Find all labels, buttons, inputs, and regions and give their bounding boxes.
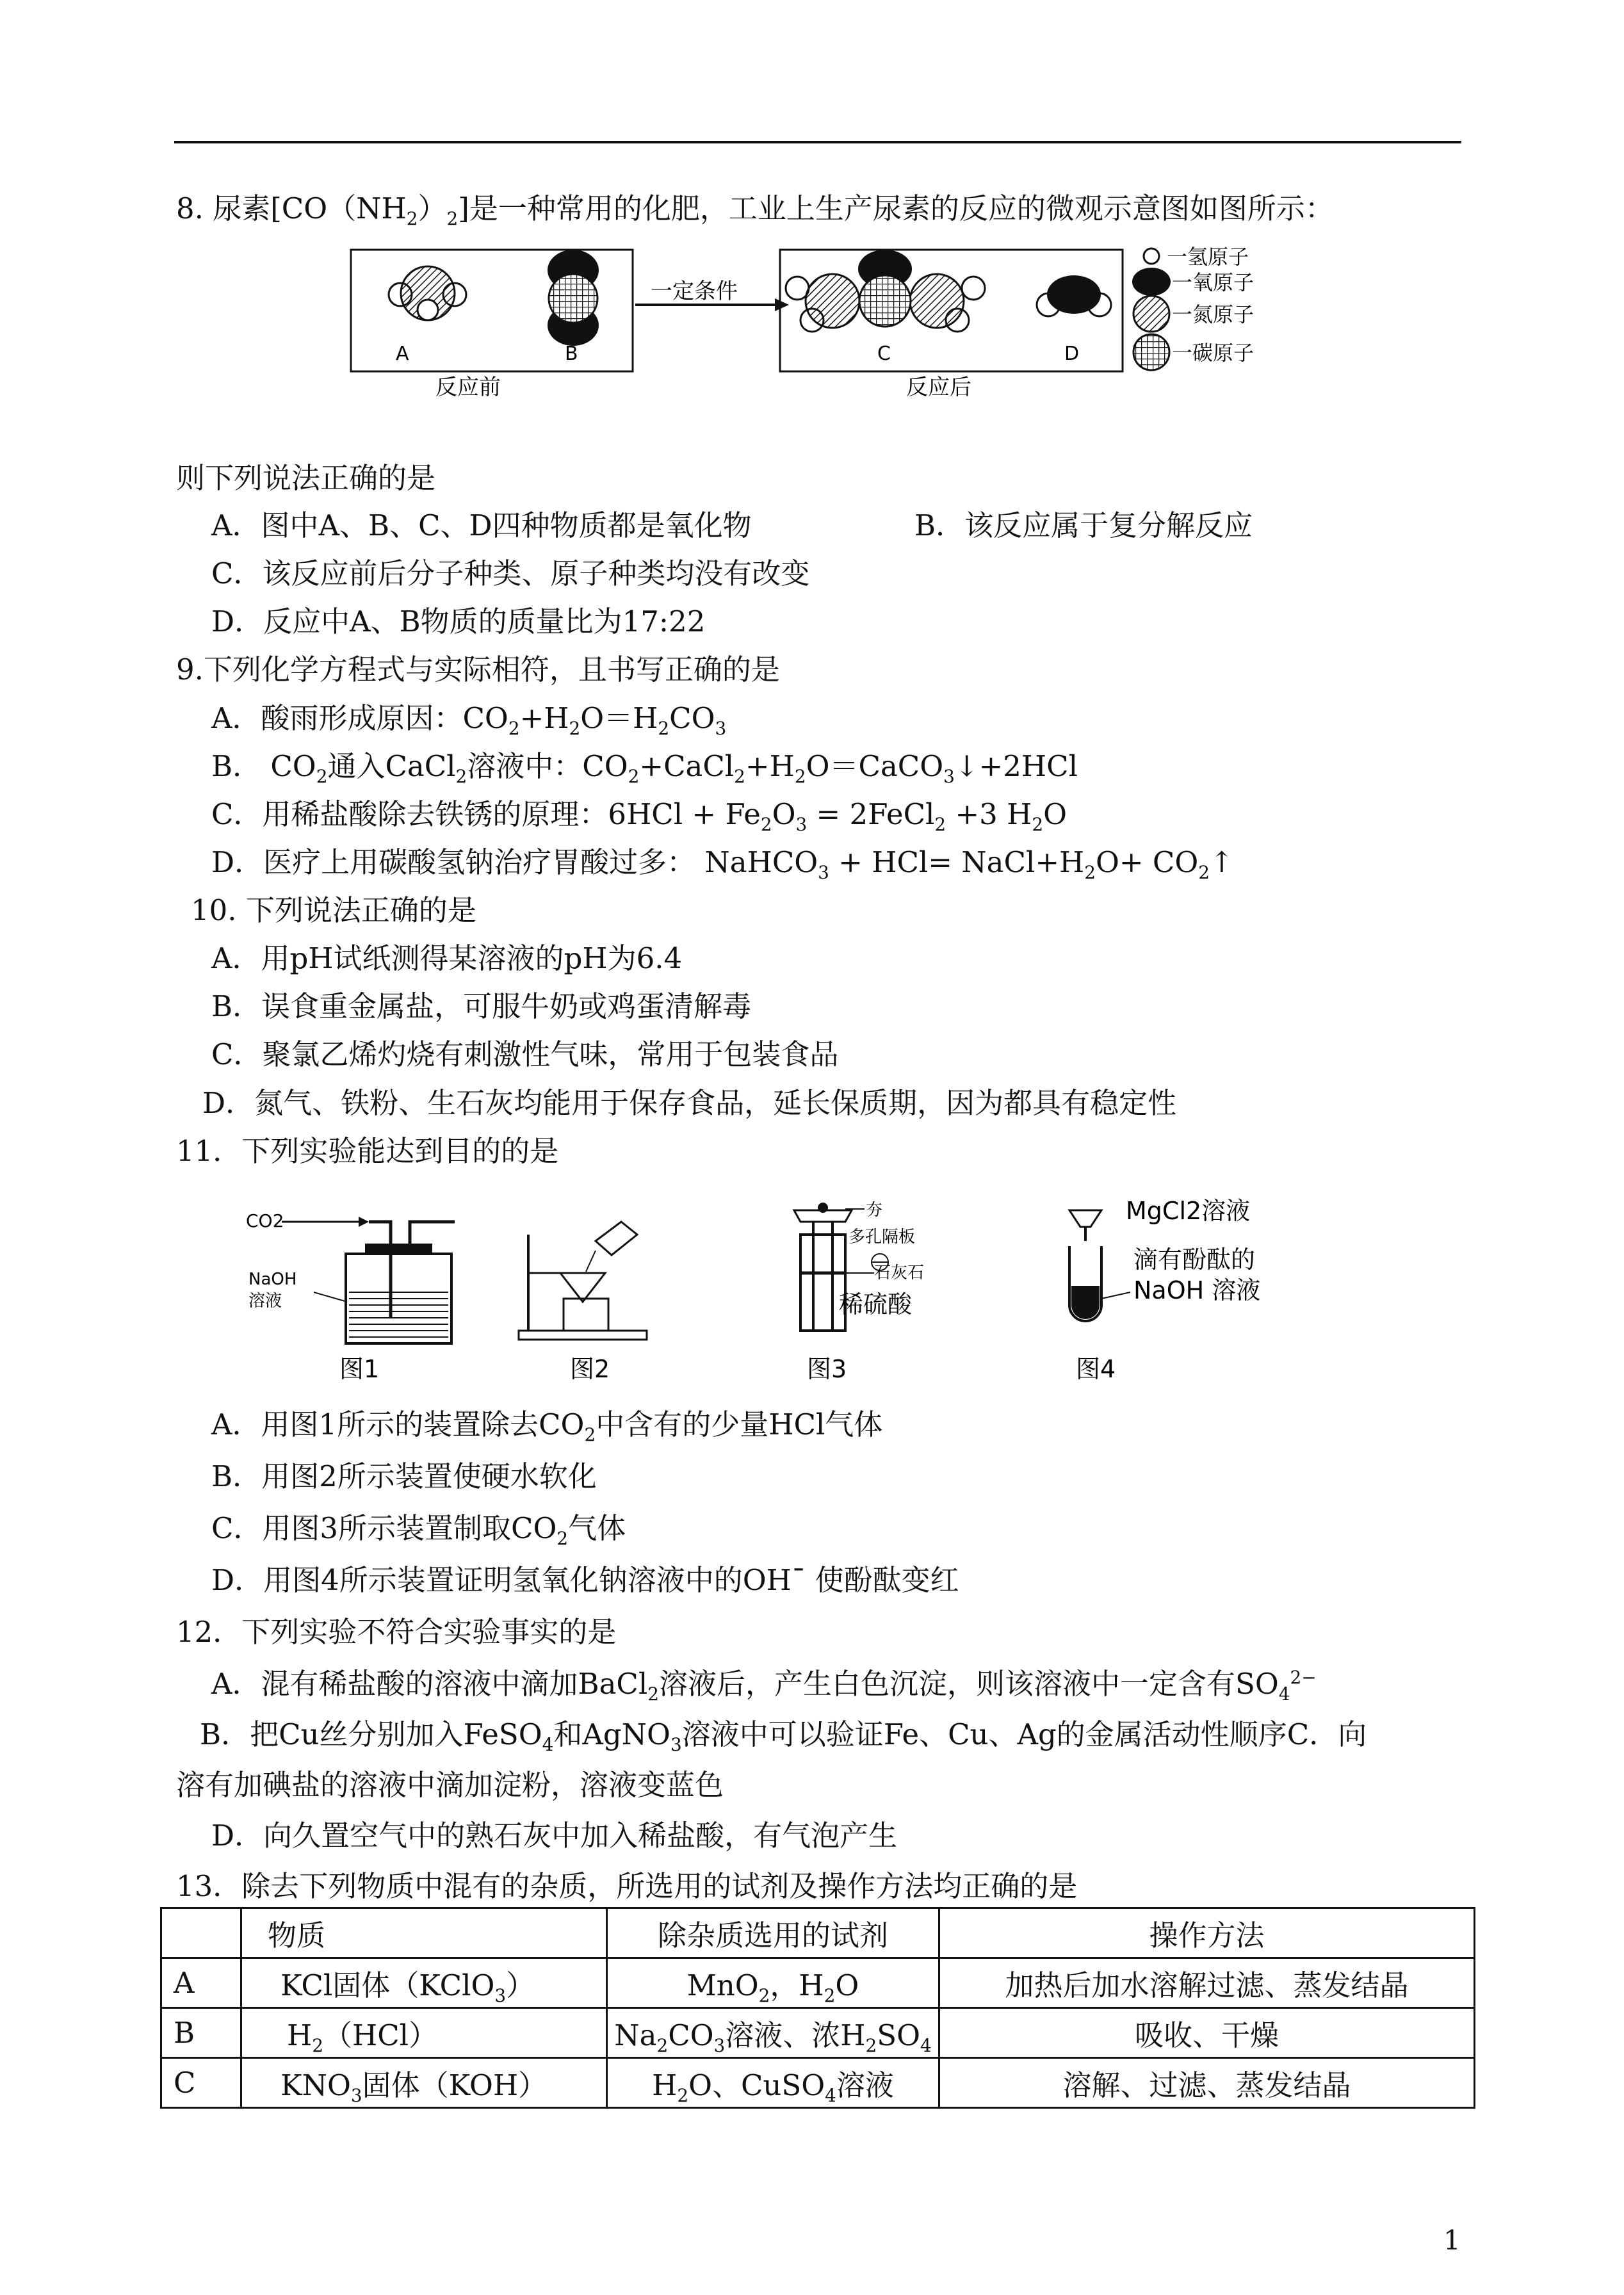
fig3-label-stopcock: 夯: [866, 1201, 883, 1220]
legend-carbon: 一碳原子: [1172, 341, 1255, 365]
row-a-reagent: MnO$_2$，$H_2O$: [607, 1958, 939, 2008]
before-caption: 反应前: [435, 375, 501, 400]
label-d: D: [1064, 343, 1080, 365]
q10-option-c: C．聚氯乙烯灼烧有刺激性气味，常用于包装食品: [211, 1037, 839, 1071]
q11-option-c: C．用图3所示装置制取$CO_2$气体: [211, 1511, 626, 1549]
q9-option-c: C．用稀盐酸除去铁锈的原理：$6HCl + Fe_2O_3$ = 2FeCl$_2$ +3 $H_2O$: [211, 797, 1068, 835]
molecule-a: [389, 266, 466, 320]
q12-option-b: B．把Cu丝分别加入FeSO$_4$和AgNO$_3$溶液中可以验证Fe、Cu、Ag的金属活动性顺序C．向: [200, 1717, 1367, 1755]
label-a: A: [396, 343, 409, 365]
reaction-diagram: [346, 243, 1351, 403]
fig3-label-solid: 石灰石: [874, 1263, 925, 1283]
fig1-liquid-2: 溶液: [248, 1292, 282, 1311]
table-row: [161, 2058, 1475, 2108]
q8-option-a: A．图中A、B、C、D四种物质都是氧化物: [211, 508, 752, 542]
q12-option-c-continued: 溶有加碘盐的溶液中滴加淀粉，溶液变蓝色: [176, 1768, 724, 1802]
header-rule: [174, 141, 1461, 143]
row-c-substance: $KNO_3$固体（KOH）: [241, 2058, 607, 2108]
molecule-b: [548, 250, 599, 346]
q10-option-b: B．误食重金属盐，可服牛奶或鸡蛋清解毒: [211, 989, 752, 1023]
fig4-caption: 图4: [1076, 1355, 1116, 1382]
fig4-label-1: 滴有酚酞的: [1133, 1245, 1256, 1274]
figure-2: [519, 1222, 647, 1382]
after-caption: 反应后: [906, 375, 971, 400]
q9-stem: 9.下列化学方程式与实际相符，且书写正确的是: [176, 653, 780, 686]
q8-option-b: B．该反应属于复分解反应: [914, 508, 1253, 542]
table-row: [161, 2008, 1475, 2058]
q10-option-d: D．氮气、铁粉、生石灰均能用于保存食品，延长保质期，因为都具有稳定性: [202, 1086, 1177, 1120]
fig3-label-acid: 稀硫酸: [839, 1290, 913, 1318]
label-c: C: [877, 343, 891, 365]
table-header-blank: [161, 1908, 241, 1958]
arrow-label: 一定条件: [651, 279, 738, 304]
q11-option-a: A．用图1所示的装置除去$CO_2$中含有的少量HCl气体: [211, 1407, 883, 1445]
row-b-reagent: $Na_2CO_3$溶液、浓$H_2SO_4$: [607, 2008, 939, 2058]
molecule-c: [786, 250, 985, 332]
row-a-label: A: [161, 1958, 241, 2008]
q10-option-a: A．用pH试纸测得某溶液的pH为6.4: [211, 941, 683, 975]
row-a-operation: 加热后加水溶解过滤、蒸发结晶: [939, 1958, 1475, 2008]
page-number: 1: [1443, 2225, 1461, 2256]
q12-stem: 12．下列实验不符合实验事实的是: [176, 1615, 617, 1649]
q8-prompt: 则下列说法正确的是: [176, 461, 436, 495]
figure-4: [1069, 1197, 1260, 1382]
row-b-label: B: [161, 2008, 241, 2058]
fig1-liquid-1: NaOH: [248, 1270, 297, 1289]
table-header-row: [161, 1908, 1475, 1958]
apparatus-figures: [237, 1196, 1364, 1382]
figure-1: [246, 1210, 455, 1382]
row-c-operation: 溶解、过滤、蒸发结晶: [939, 2058, 1475, 2108]
table-row: [161, 1958, 1475, 2008]
q9-option-a: A．酸雨形成原因：$CO_2+H_2O=H_2CO_3$: [211, 701, 727, 739]
q12-option-a: A．混有稀盐酸的溶液中滴加BaCl$_2$溶液后，产生白色沉淀，则该溶液中一定含有$SO_4^{2-}$: [211, 1667, 1317, 1705]
table-header-operation: 操作方法: [939, 1908, 1475, 1958]
fig3-label-plate: 多孔隔板: [849, 1228, 916, 1247]
legend-nitrogen: 一氮原子: [1172, 302, 1255, 327]
q9-option-d: D．医疗上用碳酸氢钠治疗胃酸过多： NaHCO$_3$ + $HCl= NaCl+H_2O+$ $CO_2↑$: [211, 845, 1234, 883]
q9-option-b: B． $CO_2$通入CaCl$_2$溶液中：$CO_2+CaCl_2+H_2O=CaCO_3↓+2HCl$: [211, 749, 1078, 787]
table-header-reagent: 除杂质选用的试剂: [607, 1908, 939, 1958]
q11-option-b: B．用图2所示装置使硬水软化: [211, 1459, 597, 1493]
row-c-label: C: [161, 2058, 241, 2108]
molecule-d: [1037, 275, 1111, 316]
q11-stem: 11．下列实验能达到目的的是: [176, 1134, 559, 1168]
row-b-substance: $H_2(HCl)$: [241, 2008, 607, 2058]
legend-oxygen: 一氧原子: [1172, 270, 1255, 295]
table-header-substance: 物质: [241, 1908, 607, 1958]
figure-3: [794, 1201, 924, 1382]
fig1-caption: 图1: [339, 1355, 380, 1382]
row-b-operation: 吸收、干燥: [939, 2008, 1475, 2058]
fig4-label-2: NaOH 溶液: [1133, 1276, 1261, 1304]
fig1-gas-label: CO2: [246, 1210, 284, 1231]
q8-option-c: C．该反应前后分子种类、原子种类均没有改变: [211, 556, 810, 590]
fig4-top-label: MgCl2溶液: [1126, 1197, 1251, 1225]
row-c-reagent: $H_2O$、CuSO$_4$溶液: [607, 2058, 939, 2108]
q11-option-d: D．用图4所示装置证明氢氧化钠溶液中的OH¯ 使酚酞变红: [211, 1563, 959, 1597]
legend-hydrogen: 一氢原子: [1167, 245, 1249, 269]
q10-stem: 10. 下列说法正确的是: [191, 893, 476, 927]
q12-option-d: D．向久置空气中的熟石灰中加入稀盐酸，有气泡产生: [211, 1819, 898, 1853]
label-b: B: [565, 343, 578, 365]
q8-option-d: D．反应中A、B物质的质量比为17:22: [211, 604, 706, 638]
fig3-caption: 图3: [807, 1355, 847, 1382]
q8-stem: 8. 尿素$[CO(NH_2)_2]$是一种常用的化肥，工业上生产尿素的反应的微观示意图如图所示：: [176, 191, 1334, 229]
fig2-caption: 图2: [570, 1355, 610, 1382]
q13-stem: 13．除去下列物质中混有的杂质，所选用的试剂及操作方法均正确的是: [176, 1869, 1078, 1903]
legend: [1132, 245, 1254, 370]
row-a-substance: KCl固体（KClO$_3$）: [241, 1958, 607, 2008]
q13-table: [160, 1907, 1475, 2109]
